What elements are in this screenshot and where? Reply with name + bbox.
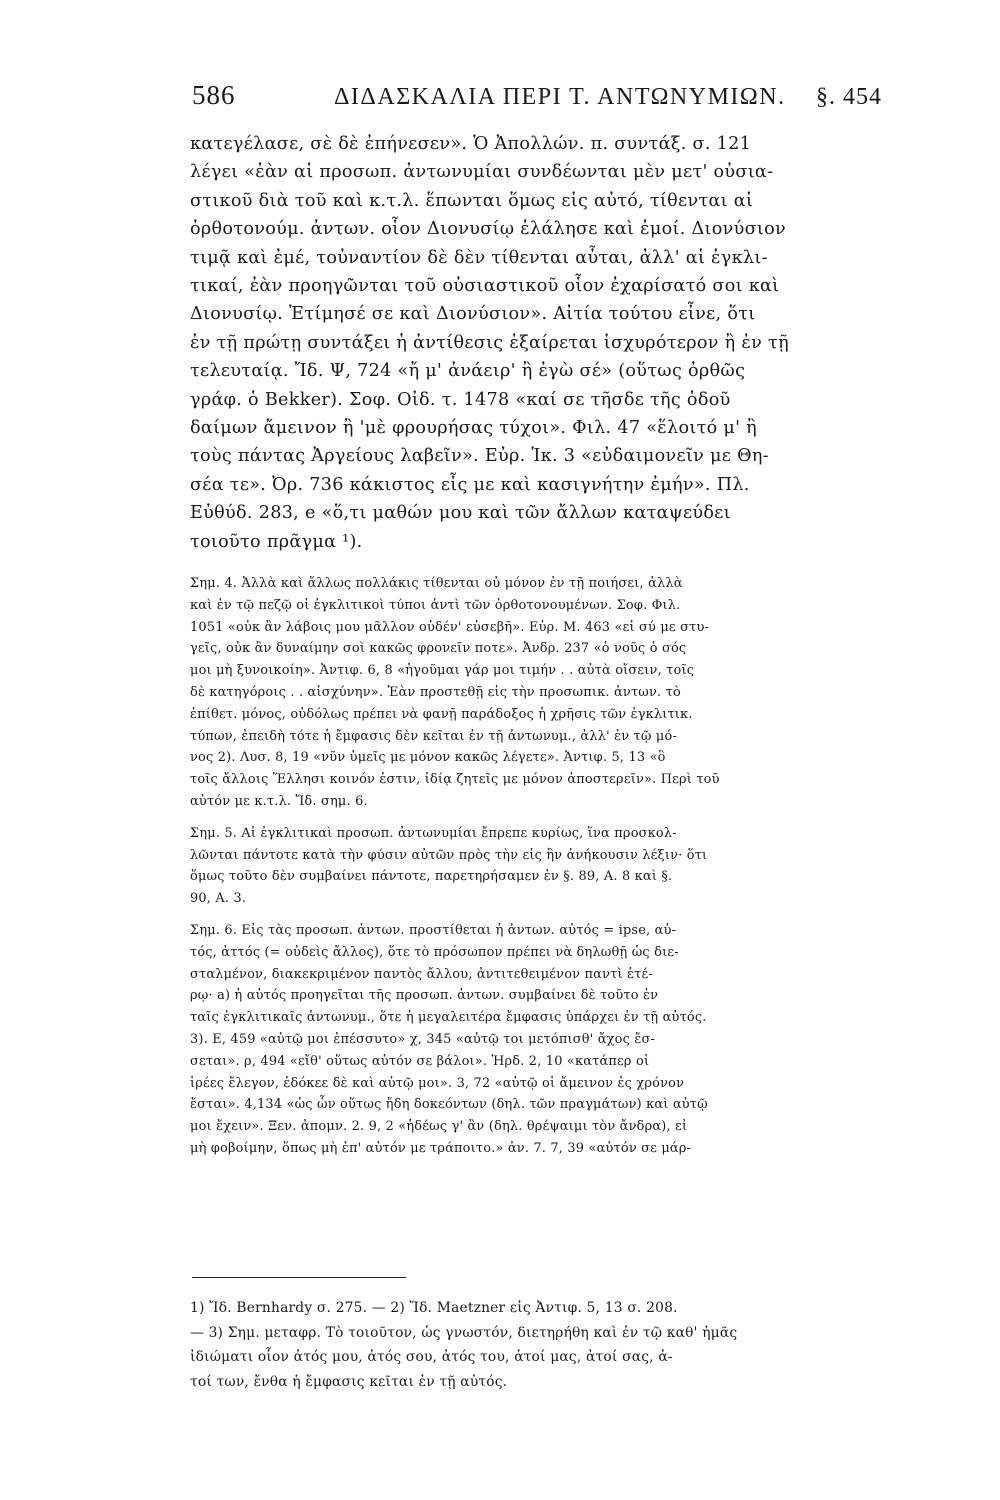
- note-line: μοι μὴ ξυνοικοίη». Ἀντιφ. 6, 8 «ἡγοῦμαι γάρ μοι τιμήν . . αὐτὰ οἴσειν, τοῖς: [190, 663, 695, 679]
- running-header: [192, 80, 882, 120]
- note-spacer: [190, 910, 886, 920]
- note-line: 90, Α. 3.: [190, 891, 247, 907]
- note-line: ρῳ· a) ἡ αὐτός προηγεῖται τῆς προσωπ. ἀντων. συμβαίνει δὲ τοῦτο ἐν: [190, 988, 659, 1004]
- text-line: δαίμων ἄμεινον ἢ 'μὲ φρουρήσας τύχοι». Φιλ. 47 «ἕλοιτό μ' ἢ: [190, 418, 757, 439]
- footnote-divider: [192, 1277, 406, 1278]
- note-line: Σημ. 6. Εἰς τὰς προσωπ. ἀντων. προστίθεται ἡ ἀντων. αὐτός = ipse, αὐ-: [190, 922, 677, 938]
- text-line: κατεγέλασε, σὲ δὲ ἐπήνεσεν». Ὁ Ἀπολλών. π. συντάξ. σ. 121: [190, 134, 752, 154]
- text-line: στικοῦ διὰ τοῦ καὶ κ.τ.λ. ἕπωνται ὅμως εἰς αὐτό, τίθενται αἱ: [190, 190, 754, 211]
- section-number: §. 454: [816, 84, 882, 110]
- text-line: ὀρθοτονούμ. ἀντων. οἷον Διονυσίῳ ἐλάλησε καὶ ἐμοί. Διονύσιον: [190, 219, 786, 240]
- note-line: μοι ἔχειν». Ξεν. ἀπομν. 2. 9, 2 «ἡδέως γ' ἂν (δηλ. θρέψαιμι τὸν ἄνδρα), εἰ: [190, 1119, 688, 1135]
- text-line: γράφ. ὁ Bekker). Σοφ. Οἰδ. τ. 1478 «καί σε τῆσδε τῆς ὁδοῦ: [190, 389, 731, 410]
- running-title: ΔΙΔΑΣΚΑΛΙΑ ΠΕΡΙ Τ. ΑΝΤΩΝΥΜΙΩΝ.: [334, 84, 786, 110]
- note-line: δὲ κατηγόροις . . αἰσχύνην». Ἐὰν προστεθῇ εἰς τὴν προσωπικ. ἀντων. τὸ: [190, 684, 681, 700]
- note-line: σεται». ρ, 494 «εἴθ' οὕτως αὐτόν σε βάλοι». Ἡρδ. 2, 10 «κατάπερ οἱ: [190, 1053, 650, 1069]
- note-line: αὐτόν με κ.τ.λ. Ἴδ. σημ. 6.: [190, 793, 368, 809]
- text-line: τικαί, ἐὰν προηγῶνται τοῦ οὐσιαστικοῦ οἷον ἐχαρίσατό σοι καὶ: [190, 276, 780, 297]
- page-number: 586: [192, 80, 236, 110]
- note-line: ἱρέες ἔλεγον, ἐδόκεε δὲ καὶ αὐτῷ μοι». 3, 72 «αὐτῷ οἱ ἄμεινον ἐς χρόνον: [190, 1075, 685, 1091]
- text-line: σέα τε». Ὀρ. 736 κάκιστος εἷς με καὶ κασιγνήτην ἐμήν». Πλ.: [190, 474, 750, 495]
- note-line: τύπων, ἐπειδὴ τότε ἡ ἔμφασις δὲν κεῖται ἐν τῇ ἀντωνυμ., ἀλλ' ἐν τῷ μό-: [190, 728, 677, 744]
- note-line: καὶ ἐν τῷ πεζῷ οἱ ἐγκλιτικοὶ τύποι ἀντὶ τῶν ὀρθοτονουμένων. Σοφ. Φιλ.: [190, 597, 681, 613]
- note-line: τοῖς ἄλλοις Ἕλλησι κοινόν ἐστιν, ἰδίᾳ ζητεῖς με μόνον ἀποστερεῖν». Περὶ τοῦ: [190, 772, 720, 788]
- note-line: 1051 «οὐκ ἂν λάβοις μου μᾶλλον οὐδέν' εὐσεβῆ». Εὐρ. Μ. 463 «εἰ σύ με στυ-: [190, 619, 710, 635]
- footnote-line: ἰδιώματι οἷον ἀτός μου, ἀτός σου, ἀτός του, ἀτοί μας, ἀτοί σας, ἀ-: [190, 1349, 673, 1366]
- text-line: τοὺς πάντας Ἀργείους λαβεῖν». Εὐρ. Ἱκ. 3 «εὐδαιμονεῖν με Θη-: [190, 446, 769, 467]
- text-line: Διονυσίῳ. Ἐτίμησέ σε καὶ Διονύσιον». Αἰτία τούτου εἶνε, ὅτι: [190, 304, 756, 325]
- note-line: ἔσται». 4,134 «ὡς ὧν οὕτως ἤδη δοκεόντων (δηλ. τῶν πραγμάτων) καὶ αὐτῷ: [190, 1097, 708, 1113]
- note-spacer: [190, 813, 886, 823]
- text-line: τοιοῦτο πρᾶγμα ¹).: [190, 531, 363, 552]
- footnote-line: — 3) Σημ. μεταφρ. Τὸ τοιοῦτον, ὡς γνωστόν, διετηρήθη καὶ ἐν τῷ καθ' ἡμᾶς: [190, 1324, 738, 1341]
- note-line: λῶνται πάντοτε κατὰ τὴν φύσιν αὐτῶν πρὸς τὴν εἰς ἣν ἀνήκουσιν λέξιν· ὅτι: [190, 847, 708, 863]
- main-text: [190, 130, 884, 556]
- note-line: γεῖς, οὐκ ἂν δυναίμην σοὶ κακῶς φρονεῖν ποτε». Ἀνδρ. 237 «ὁ νοῦς ὁ σός: [190, 641, 687, 657]
- text-line: ἐν τῇ πρώτῃ συντάξει ἡ ἀντίθεσις ἐξαίρεται ἰσχυρότερον ἢ ἐν τῇ: [190, 332, 789, 353]
- text-line: λέγει «ἐὰν αἱ προσωπ. ἀντωνυμίαι συνδέωνται μὲν μετ' οὐσια-: [190, 162, 774, 183]
- text-line: Εὐθύδ. 283, e «ὅ,τι μαθών μου καὶ τῶν ἄλλων καταψεύδει: [190, 503, 731, 524]
- note-line: νος 2). Λυσ. 8, 19 «νῦν ὑμεῖς με μόνον κακῶς λέγετε». Ἀντιφ. 5, 13 «ὃ: [190, 750, 666, 766]
- note-line: 3). Ε, 459 «αὐτῷ μοι ἐπέσσυτο» χ, 345 «αὐτῷ τοι μετόπισθ' ἄχος ἔσ-: [190, 1031, 656, 1047]
- note-line: ταῖς ἐγκλιτικαῖς ἀντωνυμ., ὅτε ἡ μεγαλειτέρα ἔμφασις ὑπάρχει ἐν τῇ αὐτός.: [190, 1010, 707, 1026]
- note-line: μὴ φοβοίμην, ὅπως μὴ ἐπ' αὐτόν με τράποιτο.» ἀν. 7. 7, 39 «αὐτόν σε μάρ-: [190, 1140, 692, 1156]
- footnotes-block: [190, 1296, 886, 1394]
- notes-block: [190, 573, 886, 1160]
- note-line: Σημ. 4. Ἀλλὰ καὶ ἄλλως πολλάκις τίθενται οὐ μόνον ἐν τῇ ποιήσει, ἀλλὰ: [190, 576, 683, 591]
- footnote-line: τοί των, ἔνθα ἡ ἔμφασις κεῖται ἐν τῇ αὐτός.: [190, 1373, 508, 1390]
- note-line: ἐπίθετ. μόνος, οὐδόλως πρέπει νὰ φανῇ παράδοξος ἡ χρῆσις τῶν ἐγκλιτικ.: [190, 706, 693, 722]
- note-line: Σημ. 5. Αἱ ἐγκλιτικαὶ προσωπ. ἀντωνυμίαι ἔπρεπε κυρίως, ἵνα προσκολ-: [190, 825, 677, 841]
- footnote-line: 1) Ἴδ. Bernhardy σ. 275. — 2) Ἴδ. Maetzner εἰς Ἀντιφ. 5, 13 σ. 208.: [190, 1300, 678, 1316]
- note-line: τός, ἀττός (= οὐδεὶς ἄλλος), ὅτε τὸ πρόσωπον πρέπει νὰ δηλωθῇ ὡς διε-: [190, 944, 679, 960]
- note-line: ὅμως τοῦτο δὲν συμβαίνει πάντοτε, παρετηρήσαμεν ἐν §. 89, Α. 8 καὶ §.: [190, 869, 673, 885]
- note-line: σταλμένον, διακεκριμένον παντὸς ἄλλου, ἀντιτεθειμένον παντὶ ἑτέ-: [190, 966, 653, 982]
- text-line: τελευταίᾳ. Ἴδ. Ψ, 724 «ἤ μ' ἀνάειρ' ἢ ἐγὼ σέ» (οὕτως ὀρθῶς: [190, 361, 746, 382]
- text-line: τιμᾷ καὶ ἐμέ, τοὐναντίον δὲ δὲν τίθενται αὗται, ἀλλ' αἱ ἐγκλι-: [190, 247, 768, 268]
